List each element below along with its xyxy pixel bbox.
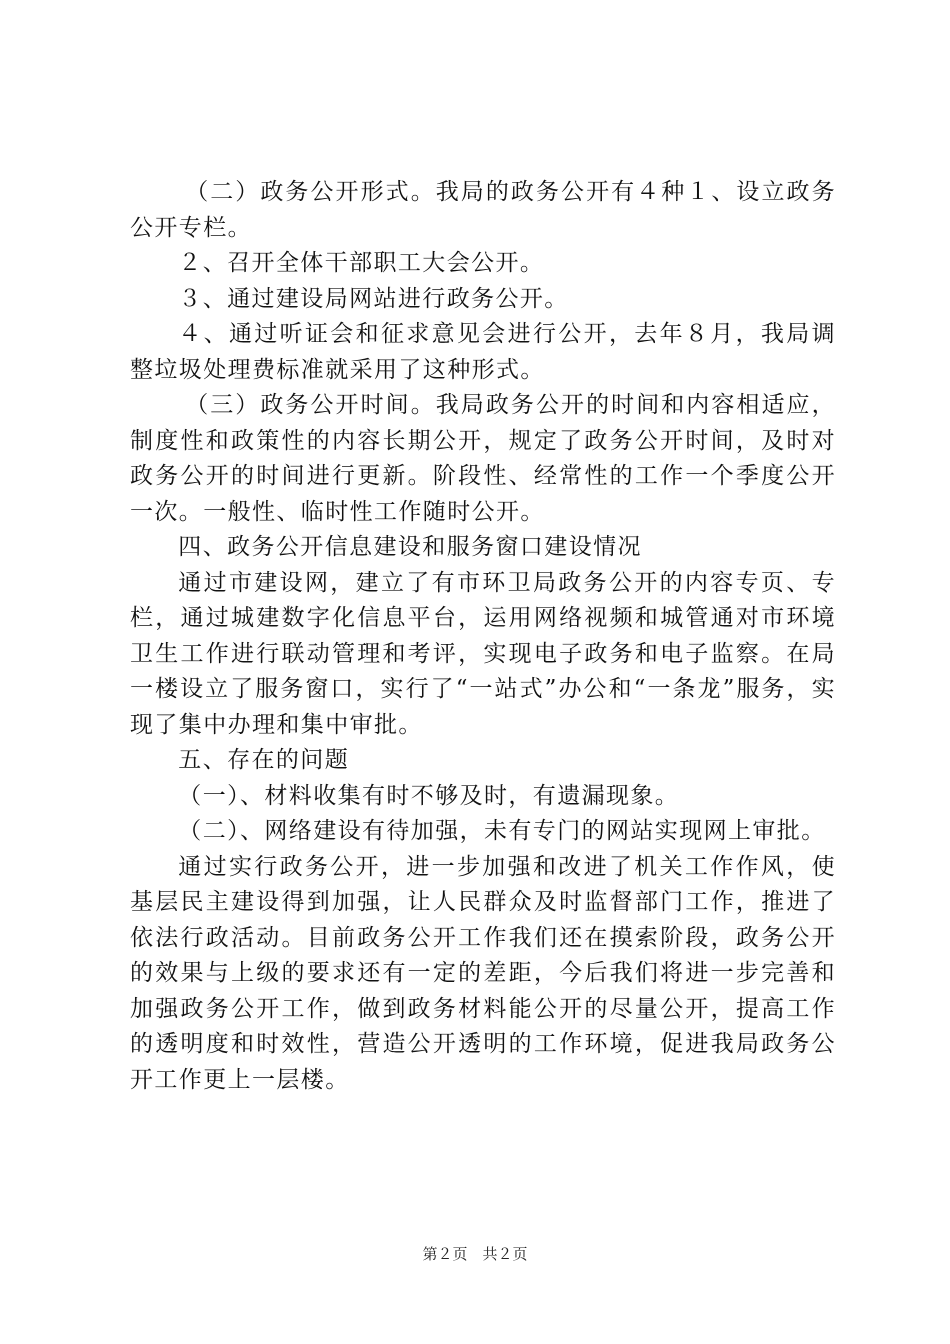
paragraph-form-3: ３、通过建设局网站进行政务公开。 xyxy=(178,285,569,312)
document-body xyxy=(130,175,836,1098)
paragraph-info-construction: 通过市建设网，建立了有市环卫局政务公开的内容专页、专栏，通过城建数字化信息平台，运用网络视频和城管通对市环境卫生工作进行联动管理和考评，实现电子政务和电子监察。在局一楼设立了服务窗口，实行了“一站式”办公和“一条龙”服务，实现了集中办理和集中审批。 xyxy=(130,569,836,738)
section-heading-problems: 五、存在的问题 xyxy=(178,747,350,773)
paragraph-timing: （三）政务公开时间。我局政务公开的时间和内容相适应，制度性和政策性的内容长期公开，规定了政务公开时间，及时对政务公开的时间进行更新。阶段性、经常性的工作一个季度公开一次。一般性、临时性工作随时公开。 xyxy=(130,392,836,525)
page-number: 第２页 共２页 xyxy=(422,1245,528,1263)
paragraph-form-2: ２、召开全体干部职工大会公开。 xyxy=(178,250,545,276)
paragraph-form-4: ４、通过听证会和征求意见会进行公开，去年８月，我局调整垃圾处理费标准就采用了这种形式。 xyxy=(130,321,836,383)
paragraph-problem-1: （一）、材料收集有时不够及时，有遗漏现象。 xyxy=(178,782,680,809)
paragraph-forms: （二）政务公开形式。我局的政务公开有４种１、设立政务公开专栏。 xyxy=(130,179,836,241)
paragraph-conclusion: 通过实行政务公开，进一步加强和改进了机关工作作风，使基层民主建设得到加强，让人民群众及时监督部门工作，推进了依法行政活动。目前政务公开工作我们还在摸索阶段，政务公开的效果与上级的要求还有一定的差距，今后我们将进一步完善和加强政务公开工作，做到政务材料能公开的尽量公开，提高工作的透明度和时效性，营造公开透明的工作环境，促进我局政务公开工作更上一层楼。 xyxy=(130,853,836,1093)
page-footer xyxy=(0,1243,950,1264)
paragraph-problem-2: （二）、网络建设有待加强，未有专门的网站实现网上审批。 xyxy=(178,818,826,844)
section-heading-info-construction: 四、政务公开信息建设和服务窗口建设情况 xyxy=(178,534,642,560)
